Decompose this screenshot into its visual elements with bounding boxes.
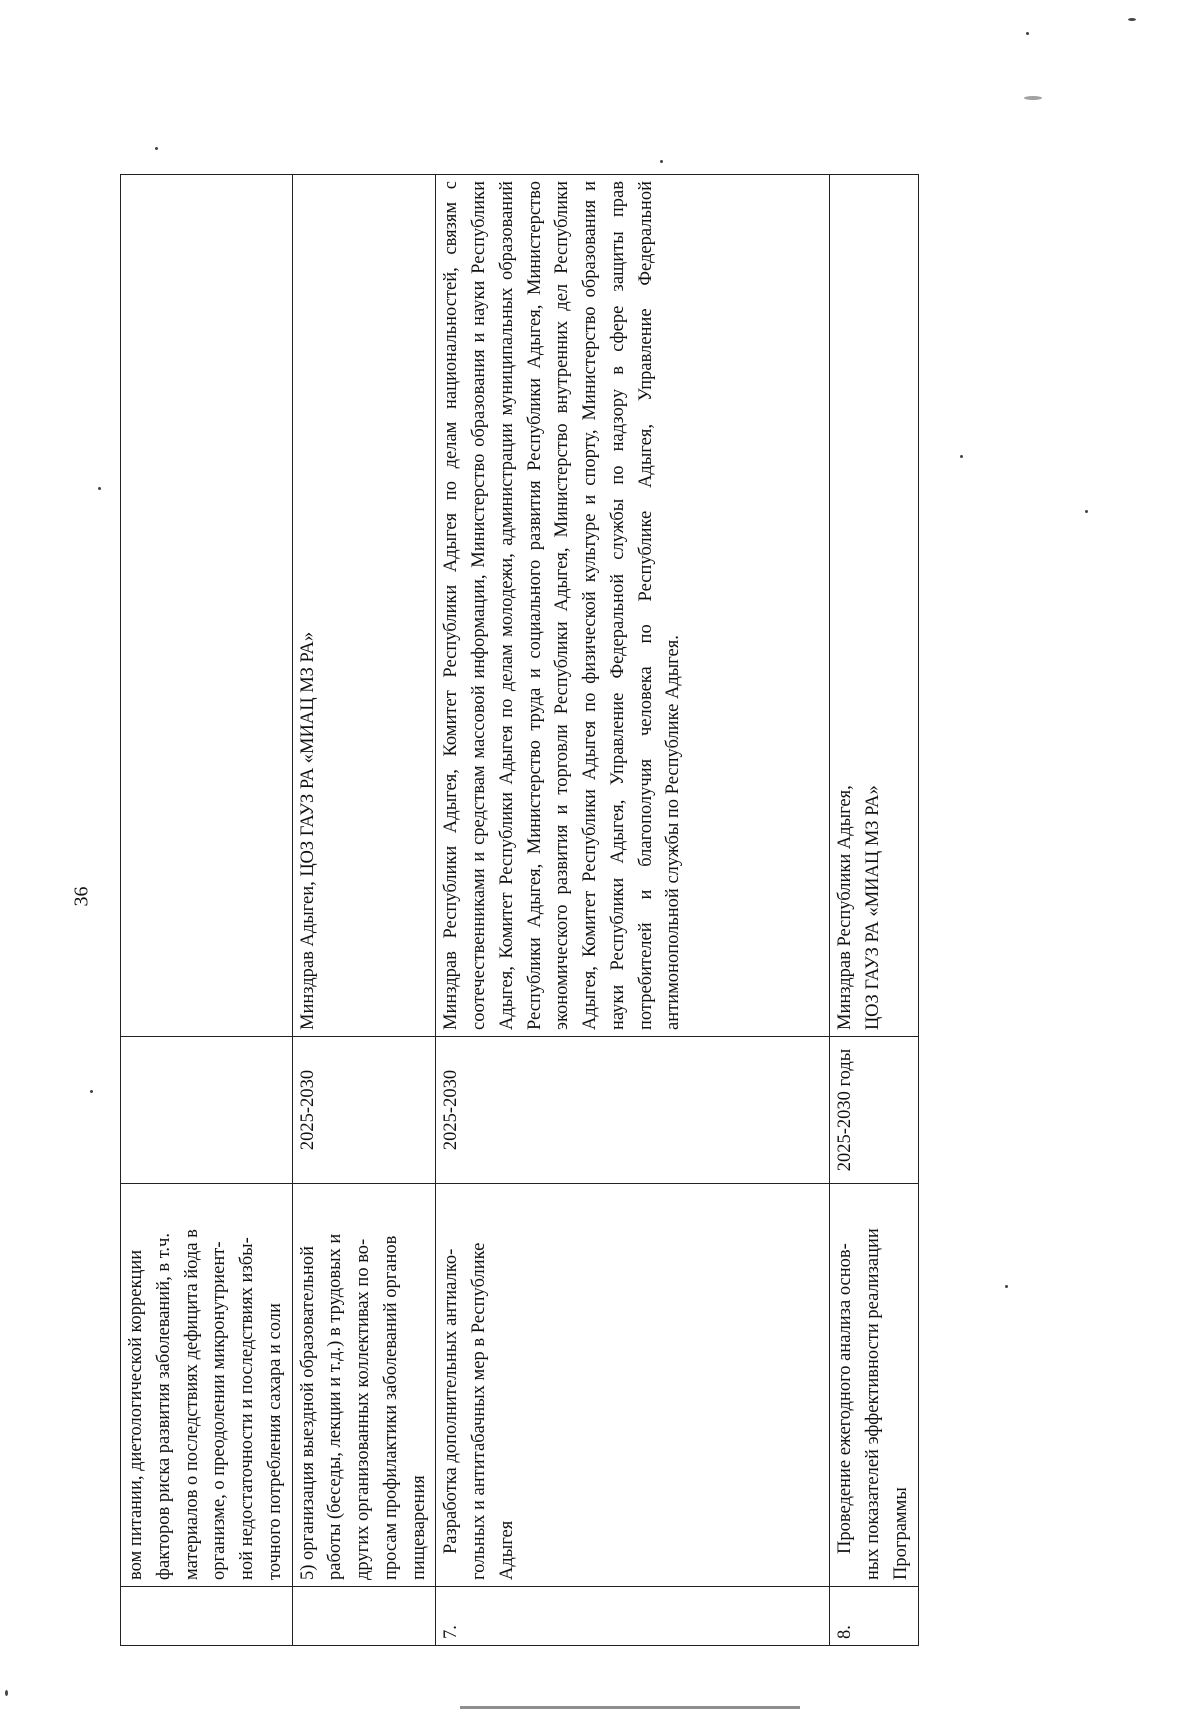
activity-line: факторов риска развития заболеваний, в т.ч. [153, 1233, 174, 1580]
activity-line: работы (беседы, лекции и т.д.) в трудовых и [325, 1233, 346, 1580]
activity-line: гольных и антитабачных мер в Республике [469, 1242, 489, 1580]
scan-speck [98, 487, 101, 490]
activity-cell [292, 1184, 436, 1587]
scan-speck [1005, 1285, 1008, 1288]
activity-line: 5) организация выездной образовательной [297, 1245, 318, 1580]
period-cell: 2025-2030 годы [830, 1037, 918, 1184]
scan-speck [90, 1090, 93, 1093]
activity-line: других организованных коллективах по во- [353, 1238, 373, 1580]
row-number-cell: 8. [830, 1587, 918, 1646]
activity-line: ных показателей эффективности реализации [863, 1228, 883, 1580]
table-row [121, 175, 293, 1646]
scan-speck [1128, 18, 1136, 21]
scan-speck [1026, 32, 1029, 35]
executor-line: ЦОЗ ГАУЗ РА «МИАЦ МЗ РА» [863, 785, 883, 1030]
row-number-cell [292, 1587, 436, 1646]
activity-cell [830, 1184, 918, 1587]
activity-cell [121, 1184, 293, 1587]
scan-speck [155, 147, 158, 150]
scan-speck [1024, 96, 1042, 100]
rotated-table-container [120, 174, 911, 1646]
activity-line: Адыгея [496, 1520, 517, 1580]
period-cell [121, 1037, 293, 1184]
scan-speck [1085, 510, 1088, 513]
row-number-cell: 7. [436, 1587, 830, 1646]
activity-line: просам профилактики заболеваний органов [380, 1235, 401, 1580]
executors-cell [830, 175, 918, 1037]
scan-speck [660, 160, 663, 163]
executors-cell: Минздрав Республики Адыгея, Комитет Республики Адыгея по делам национальностей, связям с соотечественниками и средствам массовой информации, Министерство образования и науки Республики Адыгея, Комитет Республики Адыгея по делам молодежи, администрации муниципальных образований Республики Адыгея, Министерство труда и социального развития Республики Адыгея, Министерство экономического развития и торговли Республики Адыгея, Министерство внутренних дел Республики Адыгея, Комитет Республики Адыгея по физической культуре и спорту, Министерство образования и науки Республики Адыгея, Управление Федеральной службы по надзору в сфере защиты прав потребителей и благополучия человека по Республике Адыгея, Управление Федеральной антимонопольной службы по Республике Адыгея. [436, 175, 830, 1037]
activity-line: точного потребления сахара и соли [264, 1303, 285, 1580]
activity-line: пищеварения [408, 1475, 429, 1580]
activity-cell [436, 1184, 830, 1587]
activity-line: организме, о преодолении микронутриент- [209, 1241, 230, 1580]
page-number: 36 [70, 886, 93, 907]
activity-line: Разработка дополнительных антиалко- [441, 1248, 462, 1554]
activity-line: Программы [890, 1487, 911, 1580]
period-cell: 2025-2030 [436, 1037, 830, 1184]
scan-speck [460, 1706, 800, 1709]
activity-line: ной недостаточности и последствиях избы- [237, 1237, 257, 1580]
period-cell: 2025-2030 [292, 1037, 436, 1184]
table-row [436, 175, 830, 1646]
executors-cell: Минздрав Адыгеи, ЦОЗ ГАУЗ РА «МИАЦ МЗ РА» [292, 175, 436, 1037]
row-number-cell [121, 1587, 293, 1646]
table-row [830, 175, 918, 1646]
activity-line: Проведение ежегодного анализа основ- [835, 1243, 856, 1554]
executors-cell [121, 175, 293, 1037]
scan-speck [960, 455, 963, 458]
executor-line: Минздрав Республики Адыгея, [835, 785, 856, 1030]
activity-line: материалов о последствиях дефицита йода в [181, 1229, 202, 1580]
scan-speck [5, 1690, 8, 1696]
table-row [292, 175, 436, 1646]
activities-table [120, 174, 919, 1646]
activity-line: вом питании, диетологической коррекции [126, 1249, 146, 1580]
